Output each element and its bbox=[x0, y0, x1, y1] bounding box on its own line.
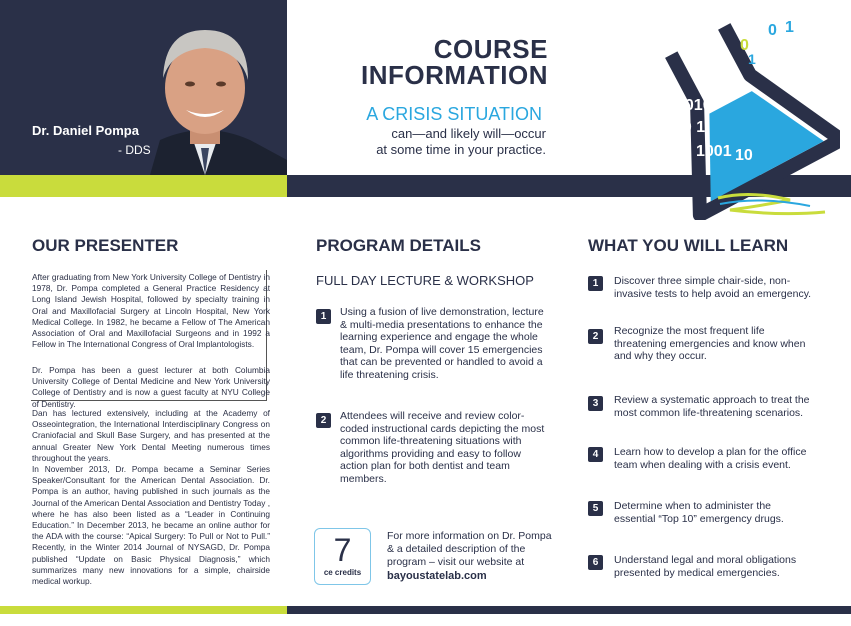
flask-bits-4: 0010 bbox=[676, 97, 712, 114]
crisis-line2: at some time in your practice. bbox=[376, 142, 546, 157]
program-item-text: Using a fusion of live demonstration, lecture & multi-media presentations to enhance the learning experience and engage the whole team, Dr. Pompa will cover 15 emergencies that can be prevented or handled to avoid a life threatening crisis. bbox=[340, 306, 544, 381]
learn-item-text: Learn how to develop a plan for the office team when dealing with a crisis event. bbox=[614, 446, 807, 471]
program-item-number: 2 bbox=[316, 413, 331, 428]
ce-credits-badge bbox=[314, 528, 371, 585]
learn-item-number: 5 bbox=[588, 501, 603, 516]
course-title bbox=[320, 36, 548, 88]
presenter-paragraph-2: Dr. Pompa has been a guest lecturer at both Columbia University College of Dental Medicine and New York University College of Dentistry and is now a guest faculty at NYU College of Dentistry. bbox=[32, 365, 270, 409]
footer-navy-bar bbox=[287, 606, 851, 614]
crisis-line1: can—and likely will—occur bbox=[391, 126, 546, 141]
flask-graphic bbox=[640, 10, 840, 220]
presenter-paragraph-1: After graduating from New York University College of Dentistry in 1978, Dr. Pompa completed a General Practice Residency at Long Island Jewish Hospital, followed by specialty training in Oral and Maxillofacial Surgery at Lincoln Hospital, New York Medical College. In 1982, he became a Fellow of The American Association of Oral and Maxillofacial Surgeons and in 1992 a Fellow in The International Congress of Oral Implantologists. bbox=[32, 272, 270, 350]
ce-credits-number: 7 bbox=[333, 532, 352, 568]
presenter-name: Dr. Daniel Pompa bbox=[32, 123, 139, 138]
flask-bit-2: 0 bbox=[740, 37, 749, 54]
flask-bits-5: 10 1 bbox=[674, 119, 706, 136]
learn-item-text: Understand legal and moral obligations presented by medical emergencies. bbox=[614, 554, 797, 579]
website-link[interactable]: bayoustatelab.com bbox=[387, 570, 487, 582]
presenter-paragraph-4: In November 2013, Dr. Pompa became a Seminar Series Speaker/Consultant for the American Dental Association. Dr. Pompa is an author, having published in such journals as the Journal of the American Dental Association and Dentistry Today , where he has also been listed as a “Leader in Continuing Education.” In December 2013, he became an online author for the ADA with the course: “Apical Surgery: To Pull or Not to Pull.” Recently, in the Winter 2014 Journal of NYSAGD, Dr. Pompa published “Update on Basic Physical Diagnosis,” which summarizes many new innovations for a simple, chairside medical workup. bbox=[32, 464, 270, 587]
presenter-heading: OUR PRESENTER bbox=[32, 236, 179, 255]
ce-credits-label: ce credits bbox=[323, 568, 362, 577]
presenter-credential: - DDS bbox=[118, 143, 151, 157]
program-subheading: FULL DAY LECTURE & WORKSHOP bbox=[316, 273, 534, 288]
flask-bit-0: 0 bbox=[768, 22, 777, 39]
footer-lime-bar bbox=[0, 606, 287, 614]
presenter-header-panel bbox=[0, 0, 287, 175]
learn-item-number: 4 bbox=[588, 447, 603, 462]
program-item-text: Attendees will receive and review color-coded instructional cards depicting the most common life-threatening situations with algorithms providing and easy to follow action plan for both dentist and team members. bbox=[340, 410, 545, 485]
flask-bits-7: 1 0 bbox=[668, 155, 691, 172]
learn-item-number: 6 bbox=[588, 555, 603, 570]
flask-bit-3: 1 bbox=[748, 51, 756, 67]
learn-item-number: 2 bbox=[588, 329, 603, 344]
learn-item-text: Recognize the most frequent life threatening emergencies and know when and why they occur. bbox=[614, 325, 806, 363]
presenter-paragraph-3: Dan has lectured extensively, including at the Academy of Osseointegration, the International Interdisciplinary Congress on Craniofacial and Skull Base Surgery, and has presented at the annual Greater New York Dental Meeting numerous times throughout the years. bbox=[32, 408, 270, 463]
program-item-number: 1 bbox=[316, 309, 331, 324]
program-heading: PROGRAM DETAILS bbox=[316, 236, 481, 255]
flask-bits-6: 1001 bbox=[696, 143, 732, 160]
learn-item-text: Determine when to administer the essential “Top 10” emergency drugs. bbox=[614, 500, 784, 525]
more-info-text: For more information on Dr. Pompa & a detailed description of the program – visit our website at bbox=[387, 530, 552, 568]
learn-item-number: 1 bbox=[588, 276, 603, 291]
flask-bits-8: 10 bbox=[735, 147, 753, 164]
flask-bit-1: 1 bbox=[785, 19, 794, 36]
lime-accent-bar bbox=[0, 175, 287, 197]
course-title-line1: COURSE bbox=[433, 34, 548, 64]
crisis-title: A CRISIS SITUATION bbox=[366, 104, 542, 124]
learn-item-number: 3 bbox=[588, 396, 603, 411]
learn-item-text: Discover three simple chair-side, non-invasive tests to help avoid an emergency. bbox=[614, 275, 812, 300]
course-title-line2: INFORMATION bbox=[361, 60, 548, 90]
learn-item-text: Review a systematic approach to treat the most common life-threatening scenarios. bbox=[614, 394, 810, 419]
crisis-subtitle bbox=[320, 126, 546, 158]
learn-heading: WHAT YOU WILL LEARN bbox=[588, 236, 789, 255]
